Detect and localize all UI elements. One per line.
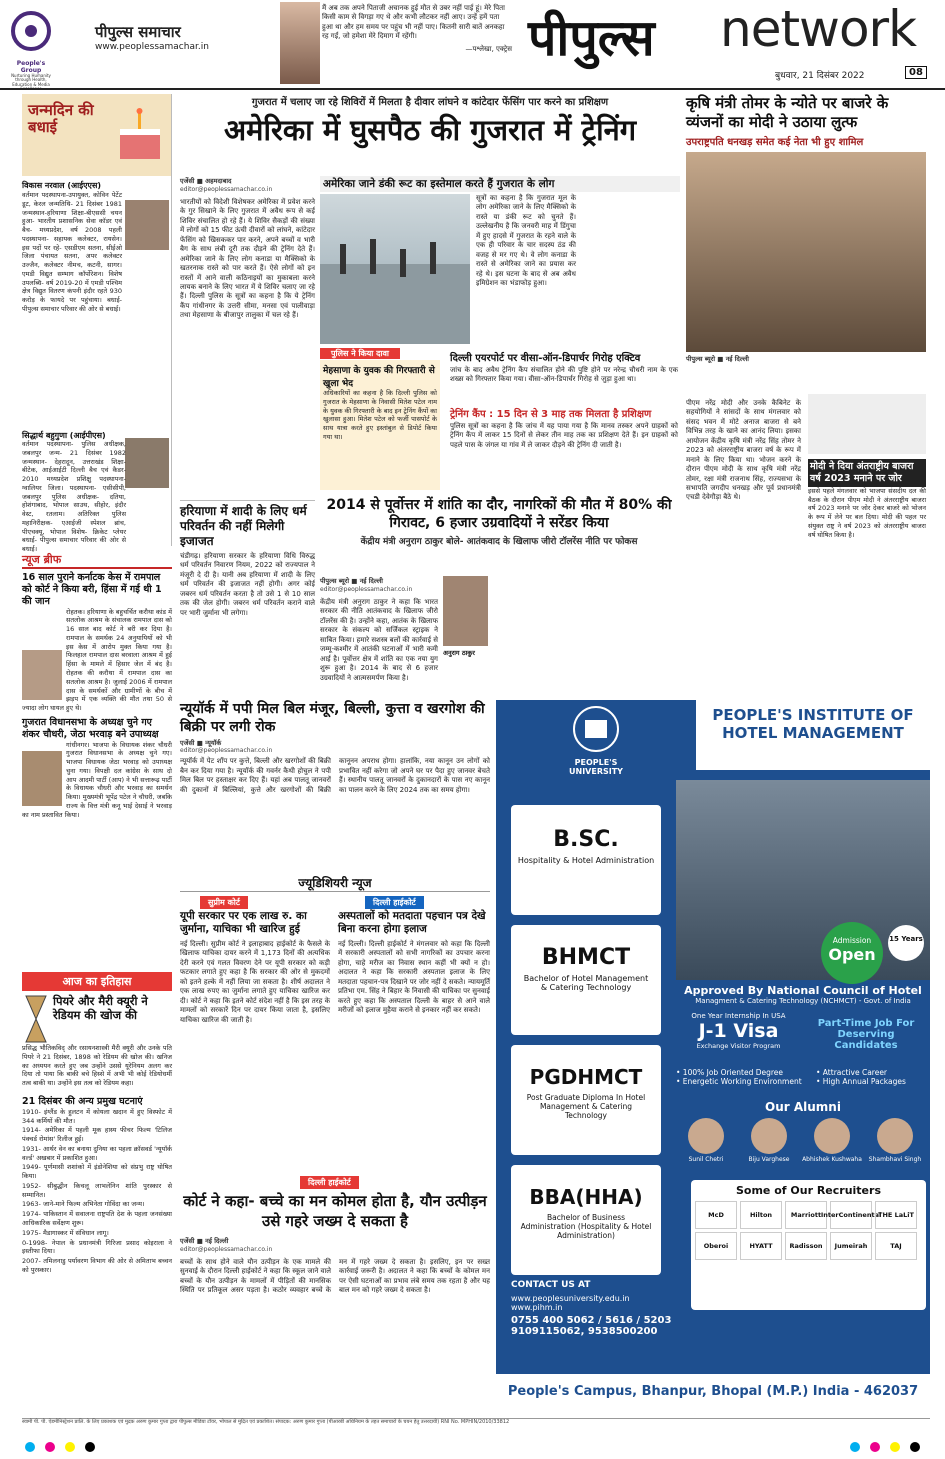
color-registration-bar xyxy=(0,1440,945,1455)
pihm-advertisement[interactable] xyxy=(496,700,930,1412)
haryana-headline: हरियाणा में शादी के लिए धर्म परिवर्तन की नहीं मिलेगी इजाजत xyxy=(180,504,307,548)
course-pgdhmct[interactable] xyxy=(511,1045,661,1155)
judiciary-h1: यूपी सरकार पर एक लाख रु. का जुर्माना, याचिका भी खारिज हुई xyxy=(180,910,307,936)
newyork-byline: एजेंसी ■ न्यूयॉर्क xyxy=(180,739,222,748)
news-brief-column xyxy=(22,552,172,962)
course-bba-desc: Bachelor of Business Administration (Hospitality & Hotel Administration) xyxy=(520,1213,652,1240)
shankar-photo xyxy=(22,751,62,806)
lead-kicker: गुजरात में चलाए जा रहे शिविरों में मिलता है दीवार लांघने व कांटेदार फेंसिंग पार करने का प्रशिक्षण xyxy=(251,97,609,108)
benefit-2: • Energetic Working Environment xyxy=(676,1077,802,1086)
group-logo xyxy=(6,6,56,86)
contact-phone-1[interactable]: 0755 400 5062 / 5616 / 5203 xyxy=(511,1315,672,1326)
approval-line-2: Managment & Catering Technology (NCHMCT) - Govt. of India xyxy=(695,997,911,1005)
p2-photo xyxy=(125,438,169,488)
recruiter-logo: Hilton xyxy=(740,1201,782,1229)
lead-sub-3: ट्रेनिंग कैंप : 15 दिन से 3 माह तक मिलता है प्रशिक्षण xyxy=(450,409,652,420)
contact-phone-2[interactable]: 9109115062, 9538500200 xyxy=(511,1326,658,1337)
logo-text: People's Group xyxy=(16,60,46,74)
newyork-headline: न्यूयॉर्क में पपी मिल बिल मंजूर, बिल्ली, कुत्ता व खरगोश की बिक्री पर लगी रोक xyxy=(180,701,485,736)
event-item: 1952- सीबुद्धीन किचलू लाभलेनिन शांति पुरस्कार से सम्मानित। xyxy=(22,1181,172,1199)
lead-email[interactable]: editor@peoplessamachar.co.in xyxy=(180,186,273,193)
contact-web-1[interactable]: www.peoplesuniversity.edu.in xyxy=(511,1294,630,1303)
benefit-4: • High Annual Packages xyxy=(816,1077,906,1086)
alumni-name: Sunil Chetri xyxy=(688,1156,724,1163)
lead-text-1: भारतीयों को विदेशी विशेषकर अमेरिका में प्रवेश करने के गुर सिखाने के लिए गुजरात में अवैध रूप से कई शिविर संचालित हो रहे हैं। ये शिविर सैकड़ों की संख्या में लोगों को 15 फीट ऊंची दीवारों को लांघने, कांटेदार फेंसिंग को खिसककर पार करने, अपने बच्चों व भारी बैग के साथ लंबी दूरी तक दौड़ने की ट्रेनिंग देते हैं। अमेरिका जाने के लिए लोग कनाडा या मैक्सिको के खतरनाक रास्ते को पार करते हैं। ऐसे लोगों को इन रास्तों में आने वाली कठिनाइयों का मुकाबला करने लायक बनाने के लिए भारत में ये शिविर चलाए जा रहे हैं। दिल्ली पुलिस के सूत्रों का कहना है कि ये ट्रेनिंग कैंप गांधीनगर के उत्तरी सीमा, मनसा एवं पालीवाड़ा तथा मेहसाणा के बीजापुर तालुका में चल रहे हैं। xyxy=(180,198,315,320)
ad-footer: People's Campus, Bhanpur, Bhopal (M.P.) India - 462037 xyxy=(496,1374,930,1412)
history-heading: आज का इतिहास xyxy=(22,972,172,991)
alumni-avatar xyxy=(877,1118,913,1154)
alumni-avatar xyxy=(814,1118,850,1154)
course-bsc-desc: Hospitality & Hotel Administration xyxy=(517,856,655,865)
mehsana-box xyxy=(320,360,440,490)
alumni-item xyxy=(865,1118,925,1163)
mehsana-text: अधिकारियों का कहना है कि दिल्ली पुलिस को गुजरात के मेहसाणा के निवासी मितेश पटेल नाम के युवक की गिरफ्तारी के बाद इन ट्रेनिंग कैंपों का खुलासा हुआ। मितेश पटेल को फर्जी पासपोर्ट के साथ यात्रा करते हुए इस्तांबुल से डिपोर्ट किया गया था। xyxy=(323,389,437,441)
course-bba-title: BBA(HHA) xyxy=(529,1185,643,1209)
modi-story xyxy=(686,94,926,694)
benefit-3: • Attractive Career xyxy=(816,1068,888,1077)
p2-text: वर्तमान पदस्थापना- पुलिस अधीक्षक, जबलपुर जन्म- 21 दिसंबर 1982 जन्मस्थान- देहरादून, उत्तराखंड शिक्षा- बीटेक, आईआईटी दिल्ली बैच एवं कैडर- 2010 मध्यप्रदेश प्रशिक्षु पदस्थापना- ग्वालियर जिला। पदस्थापना- एसीसीपी, जबलपुर पुलिस अधीक्षक- दतिया, होशंगाबाद, भोपाल साउथ, सीहोर, इंदौर वेस्ट, रतलाम। अतिरिक्त पुलिस महानिरीक्षक- एआईजी स्पेशल ब्रांच, पीएचक्यू, भोपाल विशेष- क्रिकेट प्लेयर बधाई- पीपुल्स समाचार परिवार की ओर से बधाई। xyxy=(22,440,126,554)
section-title-en: network xyxy=(720,0,917,58)
actress-photo xyxy=(280,2,320,84)
course-bba[interactable] xyxy=(511,1165,661,1275)
birthday-banner xyxy=(22,94,171,176)
edition-date: बुधवार, 21 दिसंबर 2022 xyxy=(775,71,865,81)
paper-website[interactable]: www.peoplessamachar.in xyxy=(95,42,209,52)
history-column xyxy=(22,972,172,1412)
quote-text: मैं अब तक अपने पिताजी अचानक हुई मौत से उबर नहीं पाई हूं। मेरे पिता किसी काम से विगड़ा गए थे और कभी लौटकर नहीं आए। उन्हें हमें पता हुआ था और हम समय पर पहुंच भी नहीं पाए। कितनी सारी बातें अनकहा रह गईं, जो हमेशा मेरे दिमाग में रहेंगी। xyxy=(322,4,505,41)
millet-photo xyxy=(808,394,926,454)
alumni-name: Biju Varghese xyxy=(748,1156,790,1163)
brief2-text: गांधीनगर। भाजपा के विधायक शंकर चौधरी गुजरात विधानसभा के अध्यक्ष चुने गए। भाजपा विधायक जेठा भरवाड़ को उपाध्यक्ष चुना गया। विपक्षी दल कांग्रेस के साथ दो आप आदमी पार्टी (आप) ने भी सत्तारूढ़ पार्टी के विधायक चौधरी और भरवाड़ का समर्थन किया। मुख्यमंत्री भूपेंद्र पटेल ने चौधरी, जबकि राज्य के वित्त मंत्री कनू भाई देसाई ने भरवाड़ का नाम प्रस्तावित किया। xyxy=(22,740,172,819)
p1-text: वर्तमान पदस्थापना-उपायुक्त, कोविन पेटेंट डूट, केरल जन्मतिथि- 21 दिसंबर 1981 जन्मस्थान-हरियाणा शिक्षा-बीएससी चयन हुआ- भारतीय प्रशासनिक सेवा कॉडर एवं बैच- मध्यप्रदेश, वर्ष 2008 पहली पदस्थापना- सहायक कलेक्टर, रायसेन। इस पदों पर रहे- एसडीएम सतना, सीईओ जिला पंचायत सतना, अपर कलेक्टर उज्जैन, कलेक्टर नीमच, कटनी, सागर। एमडी विद्युत सम्भाग कॉर्पोरेशन। विशेष उपलब्धि- वर्ष 2019-20 में एमडी पश्चिम क्षेत्र विद्युत वितरण कंपनी इंदौर रहते 930 करोड़ के फायदे पर पहुंचाया। बधाई- पीपुल्स समाचार परिवार की ओर से बधाई। xyxy=(22,191,122,313)
course-pgdhmct-title: PGDHMCT xyxy=(529,1065,643,1089)
p1-photo xyxy=(125,200,169,250)
lead-headline: अमेरिका में घुसपैठ की गुजरात में ट्रेनिंग xyxy=(223,113,637,147)
course-bhmct-desc: Bachelor of Hotel Management & Catering Technology xyxy=(523,974,649,992)
event-item: 1914- अमेरिका में पहली मूक हास्य फीचर फिल्म 'टिलिज पंक्चर्ड रोमांस' रिलीज हुई। xyxy=(22,1126,172,1144)
event-item: 1910- इंग्लैंड के हुलटन में कोयला खदान में हुए विस्फोट में 344 कर्मियों की मौत। xyxy=(22,1107,172,1125)
alumni-avatar xyxy=(688,1118,724,1154)
history-title: पियरे और मैरी क्यूरी ने रेडियम की खोज की xyxy=(53,994,148,1023)
alumni-avatar xyxy=(751,1118,787,1154)
admission-open: Open xyxy=(828,945,876,964)
alumni-item xyxy=(739,1118,799,1163)
course-pgdhmct-desc: Post Graduate Diploma In Hotel Management & Catering Technology xyxy=(526,1093,646,1120)
birthday-heading: जन्मदिन की बधाई xyxy=(28,101,94,136)
northeast-sub: केंद्रीय मंत्री अनुराग ठाकुर बोले- आतंकवाद के खिलाफ जीरो टॉलरेंस नीति पर फोकस xyxy=(360,537,638,548)
newyork-story xyxy=(180,700,490,872)
northeast-byline: पीपुल्स ब्यूरो ■ नई दिल्ली xyxy=(320,577,383,585)
judiciary-h2: अस्पतालों को मतदाता पहचान पत्र देखे बिना करना होगा इलाज xyxy=(338,910,486,936)
police-tag: पुलिस ने किया दावा xyxy=(320,348,400,359)
recruiters-box xyxy=(691,1180,926,1310)
j1-visa-label: J-1 Visa xyxy=(698,1020,779,1042)
lead-text-4: पुलिस सूत्रों का कहना है कि जांच में यह पाया गया है कि मानव तस्कर अपने ग्राहकों को ट्रेनिंग कैंप में लाकर 15 दिनों से लेकर तीन माह तक का प्रशिक्षण देते हैं। इन ग्राहकों को पहले पास के जंगल या गांव में ले जाकर दौड़ने की ट्रेनिंग दी जाती है। xyxy=(450,422,678,449)
p1-name: विकास नरवाल (आईएएस) xyxy=(22,181,102,190)
imprint-line: स्वामी पी. पी. ऐडमीनिस्ट्रेशन प्रालि. के लिए प्रकाशक एवं मुद्रक अरुण कुमार गुप्ता द्वारा पीपुल्स मीडिया टॉवर, भोपाल से मुद्रित एवं प्रकाशित। संपादक: अरुण कुमार गुप्ता (पीआरबी अधिनियम के तहत समाचारों के चयन हेतु उत्तरदायी) RNI No. MPHIN/2010/33812 xyxy=(22,1418,930,1438)
event-item: 0-1998- नेपाल के प्रधानमंत्री गिरिजा प्रसाद कोइराला ने इस्तीफा दिया। xyxy=(22,1238,172,1256)
northeast-text: केंद्रीय मंत्री अनुराग ठाकुर ने कहा कि भारत सरकार की नीति आतंकवाद के खिलाफ जीरो टॉलरेंस की है। उन्होंने कहा, आतंक के खिलाफ सरकार के संकल्प को सर्जिकल स्ट्राइक ने साबित किया। हमारे सशस्त्र बलों की कार्रवाई से जम्मू-कश्मीर में आतंकी घटनाओं में भारी कमी आई है। पूर्वोत्तर क्षेत्र में शांति का एक नया युग शुरू हुआ है। 2014 के बाद से 6 हजार उग्रवादियों ने आत्मसमर्पण किया है। xyxy=(320,598,438,682)
paper-name: पीपुल्स समाचार xyxy=(95,23,181,41)
anurag-caption: अनुराग ठाकुर xyxy=(443,649,475,657)
modi-text: पीएम नरेंद्र मोदी और उनके कैबिनेट के सहयोगियों ने सांसदों के साथ मंगलवार को संसद भवन में मोटे अनाज बाजरा से बने विभिन्न तरह के खाने का आनंद लिया। इसका आयोजन केंद्रीय कृषि मंत्री नरेंद्र सिंह तोमर ने 2023 को अंतरराष्ट्रीय बाजरा वर्ष के रूप में मनाने के लिए किया था। भोजन करने के दौरान पीएम मोदी के साथ कृषि मंत्री नरेंद्र तोमर, रक्षा मंत्री राजनाथ सिंह, राज्यसभा के सभापति जगदीप धनखड़ और पूर्व प्रधानमंत्री एचडी देवेगौड़ा बैठे थे। xyxy=(686,399,801,502)
recruiter-logo: Marriott xyxy=(785,1201,827,1229)
ad-title-1: PEOPLE'S INSTITUTE OF xyxy=(712,706,914,724)
northeast-email[interactable]: editor@peoplessamachar.co.in xyxy=(320,586,413,593)
recruiter-logo: HYATT xyxy=(740,1232,782,1260)
quote-author: —पश्लेखा, एक्ट्रेस xyxy=(465,44,512,53)
page-number: 08 xyxy=(905,66,927,79)
recruiters-list xyxy=(691,1197,926,1264)
admission-badge xyxy=(821,922,883,984)
events-heading: 21 दिसंबर की अन्य प्रमुख घटनाएं xyxy=(22,1095,143,1107)
event-item: 1949- पूर्णमासी शशांको में इंडोनेशिया को संप्रभु राष्ट्र घोषित किया। xyxy=(22,1163,172,1181)
northeast-headline: 2014 से पूर्वोत्तर में शांति का दौर, नागरिकों की मौत में 80% की गिरावट, 6 हजार उग्रवादियों ने सरेंडर किया xyxy=(326,497,672,532)
judiciary-t1: नई दिल्ली। सुप्रीम कोर्ट ने इलाहाबाद हाईकोर्ट के फैसले के खिलाफ याचिका दायर करने में 1,173 दिनों की अत्यधिक देरी करने एवं गलत विवरण देने पर यूपी सरकार को कड़ी फटकार लगाते हुए कहा है कि सरकार की ओर से मुकदमों को इतने हल्के में नहीं लिया जा सकता है। शीर्ष अदालत ने एक लाख रुपए का जुर्माना लगाते हुए याचिका खारिज कर दी। कोर्ट ने कहा कि इतने कोर्ट संदेश नहीं है कि इस तरह के मामलों को सरकारें दिन पर दायर किया जाता है, इसलिए याचिका खारिज की जाती है। xyxy=(180,940,330,1024)
newyork-email[interactable]: editor@peoplessamachar.co.in xyxy=(180,747,273,755)
recruiter-logo: TAJ xyxy=(875,1232,917,1260)
alumni-list xyxy=(676,1118,930,1178)
judiciary-h3: कोर्ट ने कहा- बच्चे का मन कोमल होता है, यौन उत्पीड़न उसे गहरे जख्म दे सकता है xyxy=(183,1192,487,1230)
event-item: 1974- पाकिस्तान में सवालना राष्ट्रपति देश के पहला जनसंख्या आधिकारिक सर्वेक्षण शुरू। xyxy=(22,1210,172,1228)
section-masthead xyxy=(520,0,940,80)
event-item: 1931- आर्थर वेन का बनाया दुनिया का पहला क्रॉसवर्ड 'न्यूयॉर्क वर्ल्ड' अखबार में प्रकाशित हुआ। xyxy=(22,1144,172,1162)
haryana-text: चंडीगढ़। हरियाणा सरकार के हरियाणा विधि विरुद्ध धर्म परिवर्तन निवारण नियम, 2022 को राज्यपाल ने मंजूरी दे दी है। यानी अब हरियाणा में शादी के लिए धर्म परिवर्तन की इजाजत नहीं होगी। अगर कोई जबरन धर्म परिवर्तन करता है तो उसे 1 से 10 साल तक की जेल होगी। जबरन धर्म परिवर्तन कराने वाले पर भारी जुर्माना भी लगेगा। xyxy=(180,552,315,617)
alumni-item xyxy=(676,1118,736,1163)
recruiter-logo: Radisson xyxy=(785,1232,827,1260)
tag-delhi-hc: दिल्ली हाईकोर्ट xyxy=(365,896,424,909)
recruiter-logo: McD xyxy=(695,1201,737,1229)
lead-story xyxy=(180,94,680,494)
mehsana-headline: मेहसाणा के युवक की गिरफ्तारी से खुला भेद xyxy=(323,366,435,389)
judiciary-email[interactable]: editor@peoplessamachar.co.in xyxy=(180,1246,273,1253)
birthday-column xyxy=(22,94,172,554)
university-logo xyxy=(556,704,636,776)
tag-delhi-hc-2: दिल्ली हाईकोर्ट xyxy=(300,1176,359,1189)
modi-box-headline: मोदी ने दिया अंतराष्ट्रीय बाजरा वर्ष 2023 मनाने पर जोर xyxy=(808,459,926,487)
modi-box xyxy=(808,459,926,689)
j1-visa-sub: Exchange Visitor Program xyxy=(696,1042,781,1050)
benefits-left xyxy=(676,1068,806,1086)
lead-sub-2: दिल्ली एयरपोर्ट पर वीसा-ऑन-डिपार्चर गिरोह एक्टिव xyxy=(450,353,641,364)
approval-text xyxy=(676,984,930,1005)
alumni-item xyxy=(802,1118,862,1163)
p2-name: सिद्धार्थ बहुगुणा (आईपीएस) xyxy=(22,431,106,440)
years-badge: 15 Years xyxy=(888,925,924,961)
hourglass-icon xyxy=(22,994,50,1044)
course-bsc-title: B.SC. xyxy=(553,827,619,852)
alumni-name: Shambhavi Singh xyxy=(868,1156,922,1163)
course-bsc[interactable] xyxy=(511,805,661,915)
lead-text-3: जांच के बाद अवैध ट्रेनिंग कैंप संचालित होने की पुष्टि होने पर नरेन्द्र चौधरी नाम के एक शख्स को गिरफ्तार किया गया। वीसा-ऑन-डिपार्चर गिरोह से जुड़ा हुआ था। xyxy=(450,366,678,384)
alumni-heading: Our Alumni xyxy=(765,1100,841,1114)
course-bhmct[interactable] xyxy=(511,925,661,1035)
modi-sub: उपराष्ट्रपति धनखड़ समेत कई नेता भी हुए शामिल xyxy=(686,136,864,148)
benefit-1: • 100% Job Oriented Degree xyxy=(676,1068,784,1077)
judiciary-t3: बच्चों के साथ होने वाले यौन उत्पीड़न के एक मामले की सुनवाई के दौरान दिल्ली हाईकोर्ट ने कहा कि स्कूल जाने वाले बच्चों के यौन उत्पीड़न के मामलों में पीड़ितों की मानसिक स्थिति पर प्रतिकूल असर पड़ता है। कठोर व्यवहार बच्चे के मन में गहरे जख्म दे सकता है। इसलिए, इन पर सख्त कार्रवाई जरूरी है। अदालत ने कहा कि बच्चों के कोमल मन पर ऐसी घटनाओं का प्रभाव लंबे समय तक रहता है और यह बाल मन को गहरे जख्म दे सकता है। xyxy=(180,1258,490,1295)
recruiter-logo: Jumeirah xyxy=(830,1232,872,1260)
contact-box xyxy=(511,1280,681,1337)
course-bhmct-title: BHMCT xyxy=(541,945,631,970)
training-photo xyxy=(320,194,470,344)
recruiter-logo: THE LaLiT xyxy=(875,1201,917,1229)
contact-heading: CONTACT US AT xyxy=(511,1280,591,1290)
news-brief-heading: न्यूज ब्रीफ xyxy=(22,552,172,569)
ad-title-box xyxy=(696,700,930,770)
lead-text-2a: सूत्रों का कहना है कि गुजरात मूल के लोग अमेरिका जाने के लिए मैक्सिको के रास्ते या डंकी रूट को चुनते हैं। उल्लेखनीय है कि जनवरी माह में डिंगुचा में हुए हादसे में गुजरात के रहने वाले के एक ही परिवार के चार सदस्य ठंड की वजह से मर गए थे। वे लोग कनाडा के रास्ते से अमेरिका जाने का प्रयास कर रहे थे। इस घटना के बाद से अब अवैध इमिग्रेशन का भंडाफोड़ हुआ। xyxy=(476,194,576,287)
university-crest-icon xyxy=(571,704,621,754)
ad-title-2: HOTEL MANAGEMENT xyxy=(722,724,904,742)
recruiters-heading: Some of Our Recruiters xyxy=(735,1184,881,1197)
internship-label: One Year Internship In USA xyxy=(691,1012,786,1020)
lead-byline: एजेंसी ■ अहमदाबाद xyxy=(180,177,232,185)
lead-sub-1: अमेरिका जाने डंकी रूट का इस्तेमाल करते हैं गुजरात के लोग xyxy=(320,176,680,192)
recruiter-logo: Oberoi xyxy=(695,1232,737,1260)
event-item: 2007- तमिलनाडु पर्यावरण विभाग की ओर से अमिताभ बच्चन को पुरस्कार। xyxy=(22,1257,172,1274)
parttime-text: Part-Time Job For Deserving Candidates xyxy=(817,1018,915,1051)
recruiter-logo: InterContinental xyxy=(830,1201,872,1229)
j1-visa-box xyxy=(676,1012,801,1062)
modi-headline: कृषि मंत्री तोमर के न्योते पर बाजरे के व्यंजनों का मोदी ने उठाया लुत्फ xyxy=(686,94,889,131)
brief1-text: रोहतक। हरियाणा के बहुचर्चित करौथा कांड में सतलोक आश्रम के संचालक रामपाल दास को 16 साल बाद कोर्ट ने बरी कर दिया है। रामपाल के समर्थक 24 अनुयायियों को भी इस केस में आरोप मुक्त किया गया है। फिलहाल रामपाल दास बरवाला आश्रम में हुई हिंसा के मामले में हिसार जेल में बंद है। रोहतक की करौथा में रामपाल दास का सतलोक आश्रम है। जुलाई 2006 में रामपाल दास के समर्थकों और ग्रामीणों के बीच में झड़प में एक व्यक्ति की मौत तथा 50 से ज्यादा लोग घायल हुए थे। xyxy=(22,607,172,713)
judiciary-section xyxy=(180,874,490,1414)
alumni-name: Abhishek Kushwaha xyxy=(802,1156,862,1163)
judiciary-band: ज्यूडिशियरी न्यूज xyxy=(180,874,490,892)
newyork-text: न्यूयॉर्क में पेट शॉप पर कुत्ते, बिल्ली और खरगोशों की बिक्री बैन कर दिया गया है। न्यूयॉर्क की गवर्नर कैथी होचुल ने पपी मिल बिल पर हस्ताक्षर कर दिए हैं। यहां अब पालतू जानवरों की दुकानों में बिल्लियां, कुत्ते और खरगोशों की बिक्री कानूनन अपराध होगा। हालांकि, नया कानून उन लोगों को प्रभावित नहीं करेगा जो अपने घर पर पैदा हुए जानवर बेचते हैं। स्थानीय पालतू जानवरों के दुकानदारों के पास नए कानून का पालन करने के लिए 2024 तक का समय होगा। xyxy=(180,757,490,794)
rampal-photo xyxy=(22,650,62,700)
modi-byline: पीपुल्स ब्यूरो ■ नई दिल्ली xyxy=(686,354,749,363)
haryana-story xyxy=(180,500,315,690)
tag-supreme-court: सुप्रीम कोर्ट xyxy=(200,896,248,909)
section-title-hindi: पीपुल्स xyxy=(528,9,655,67)
benefits-right xyxy=(816,1068,926,1086)
cake-icon xyxy=(112,99,167,169)
paper-brand xyxy=(95,22,275,72)
admission-label: Admission xyxy=(832,936,872,945)
event-item: 1975- मैडागास्कर में संविधान लागू। xyxy=(22,1228,109,1237)
quote-box xyxy=(322,4,512,84)
history-text: प्रसिद्ध भौतिकविद् और रसायनशास्त्री मैरी क्यूरी और उनके पति पियरे ने 21 दिसंबर, 1898 को रेडियम की खोज की। खनिज का अध्ययन करते हुए जब उन्होंने उससे यूरेनियम अलग कर दिया तो पाया कि बाकी बचे हिस्से में अभी भी कोई रेडियोधर्मी तत्व बाकी था। उन्होंने इस तत्व को रेडियम कहा। xyxy=(22,1044,172,1088)
brief1-headline: 16 साल पुराने कर्नाटक केस में रामपाल को कोर्ट ने किया बरी, हिंसा में गई थी 1 की जान xyxy=(22,572,162,607)
events-list xyxy=(22,1108,172,1275)
modi-photo xyxy=(686,152,926,352)
university-name: PEOPLE'S UNIVERSITY xyxy=(569,758,623,776)
approval-line-1: Approved By National Council of Hotel xyxy=(684,984,922,997)
northeast-story xyxy=(318,496,680,692)
judiciary-byline: एजेंसी ■ नई दिल्ली xyxy=(180,1237,229,1245)
logo-tagline: Nurturing Humanity through Health, Education & Media xyxy=(11,73,51,87)
judiciary-t2: नई दिल्ली। दिल्ली हाईकोर्ट ने मंगलवार को कहा कि दिल्ली में सरकारी अस्पतालों को सभी नागरिकों का उपचार करना होगा, चाहे मरीज का निवास स्थान कहीं भी क्यों न हो। अदालत ने कहा कि सरकारी अस्पताल इलाज के लिए मतदाता पहचान-पत्र दिखाने पर जोर नहीं दे सकते। न्यायमूर्ति प्रतिभा एम. सिंह ने बिहार के निवासी की याचिका पर सुनवाई करते हुए कहा कि अस्पताल दिल्ली के बाहर से आने वाले मरीजों को इलाज मुहैया कराने से इनकार नहीं कर सकते। xyxy=(338,940,490,1015)
contact-web-2[interactable]: www.pihm.in xyxy=(511,1303,563,1312)
event-item: 1963- जाने-माने फिल्म अभिनेता गोविंदा का जन्म। xyxy=(22,1200,145,1209)
modi-box-text: इससे पहले मंगलवार को भाजपा संसदीय दल की बैठक के दौरान पीएम मोदी ने अंतरराष्ट्रीय बाजरा वर्ष 2023 मनाने पर जोर देकर बाजरे को भोजन के रूप में लेने पर बल दिया। मोदी की पहल पर संयुक्त राष्ट्र ने वर्ष 2023 को अंतरराष्ट्रीय बाजरा वर्ष घोषित किया है। xyxy=(808,486,926,539)
peoples-group-logo-icon xyxy=(6,6,56,56)
brief2-headline: गुजरात विधानसभा के अध्यक्ष चुने गए शंकर चौधरी, जेठा भरवाड़ बने उपाध्यक्ष xyxy=(22,716,159,740)
anurag-photo xyxy=(443,576,488,646)
